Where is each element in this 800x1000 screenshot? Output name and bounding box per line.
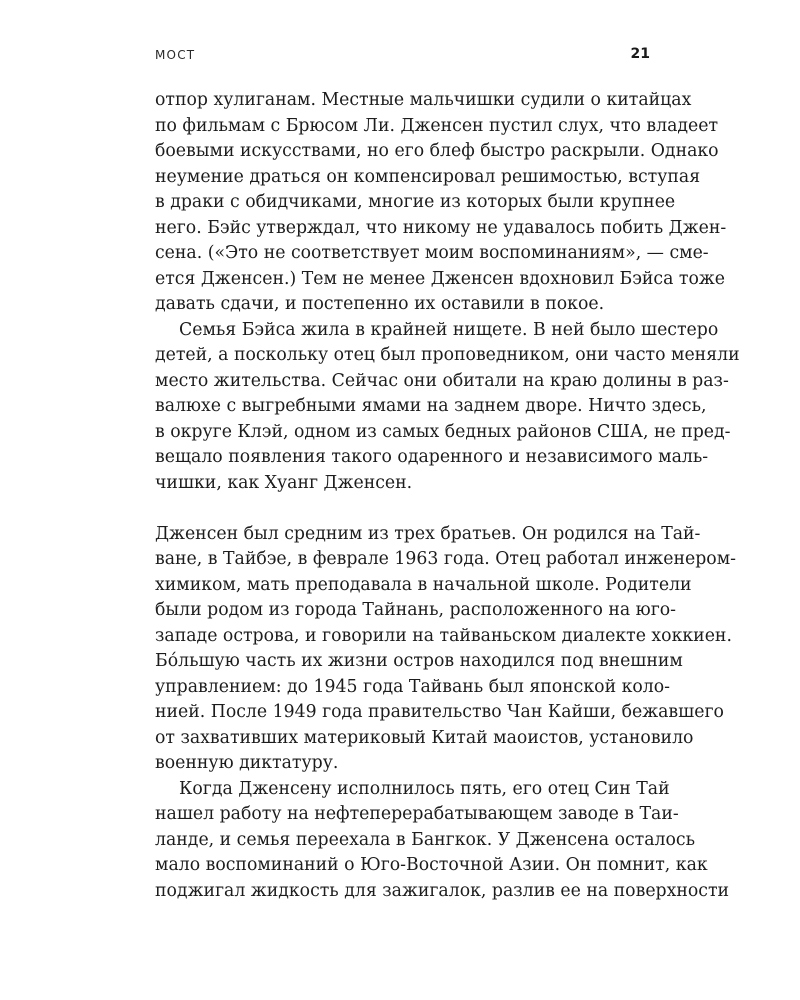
text-line: место жительства. Сейчас они обитали на краю долины в раз- bbox=[155, 370, 729, 391]
text-line: Когда Дженсену исполнилось пять, его отец Син Тай bbox=[179, 778, 670, 799]
text-line: военную диктатуру. bbox=[155, 753, 339, 773]
text-line: в драки с обидчиками, многие из которых были крупнее bbox=[155, 192, 676, 212]
text-line: ване, в Тайбэе, в феврале 1963 года. Отец работал инженером- bbox=[155, 549, 736, 569]
text-line: нией. После 1949 года правительство Чан Кайши, бежавшего bbox=[155, 702, 724, 722]
text-line: химиком, мать преподавала в начальной школе. Родители bbox=[155, 574, 692, 595]
text-line: Дженсен был средним из трех братьев. Он родился на Тай- bbox=[155, 523, 701, 544]
text-line: Бóльшую часть их жизни остров находился под внешним bbox=[155, 651, 683, 671]
text-line: от захвативших материковый Китай маоистов, установило bbox=[155, 727, 694, 748]
text-line: вещало появления такого одаренного и независимого маль- bbox=[155, 447, 709, 467]
text-line: неумение драться он компенсировал решимостью, вступая bbox=[155, 166, 701, 187]
text-line: управлением: до 1945 года Тайвань был японской коло- bbox=[155, 676, 671, 697]
text-line: Семья Бэйса жила в крайней нищете. В ней было шестеро bbox=[179, 319, 719, 340]
page-number: 21 bbox=[630, 46, 650, 62]
text-line: ется Дженсен.) Тем не менее Дженсен вдохновил Бэйса тоже bbox=[155, 268, 725, 289]
text-line: в округе Клэй, одном из самых бедных районов США, не пред- bbox=[155, 421, 731, 442]
text-line: западе острова, и говорили на тайваньском диалекте хоккиен. bbox=[155, 625, 732, 646]
body-text bbox=[155, 88, 740, 904]
text-line: мало воспоминаний о Юго-Восточной Азии. Он помнит, как bbox=[155, 855, 708, 875]
running-title: МОСТ bbox=[155, 48, 196, 62]
text-line: по фильмам с Брюсом Ли. Дженсен пустил слух, что владеет bbox=[155, 115, 719, 136]
text-line: отпор хулиганам. Местные мальчишки судили о китайцах bbox=[155, 90, 692, 110]
text-line: боевыми искусствами, но его блеф быстро раскрыли. Однако bbox=[155, 141, 719, 161]
text-line: сена. («Это не соответствует моим воспоминаниям», — сме- bbox=[155, 243, 709, 263]
text-line: нашел работу на нефтеперерабатывающем заводе в Таи- bbox=[155, 804, 679, 824]
text-line: детей, а поскольку отец был проповедником, они часто меняли bbox=[155, 345, 740, 365]
paragraph bbox=[155, 318, 740, 497]
text-line: были родом из города Тайнань, расположенного на юго- bbox=[155, 600, 676, 620]
text-line: него. Бэйс утверждал, что никому не удавалось побить Джен- bbox=[155, 217, 727, 238]
paragraph bbox=[155, 88, 727, 318]
text-line: давать сдачи, и постепенно их оставили в покое. bbox=[155, 294, 605, 314]
text-line: ланде, и семья переехала в Бангкок. У Дженсена осталось bbox=[155, 829, 695, 850]
text-line: чишки, как Хуанг Дженсен. bbox=[155, 472, 413, 493]
text-line: поджигал жидкость для зажигалок, разлив ее на поверхности bbox=[155, 880, 730, 901]
text-line: валюхе с выгребными ямами на заднем дворе. Ничто здесь, bbox=[155, 396, 707, 416]
paragraph bbox=[155, 522, 736, 777]
paragraph bbox=[155, 777, 730, 905]
